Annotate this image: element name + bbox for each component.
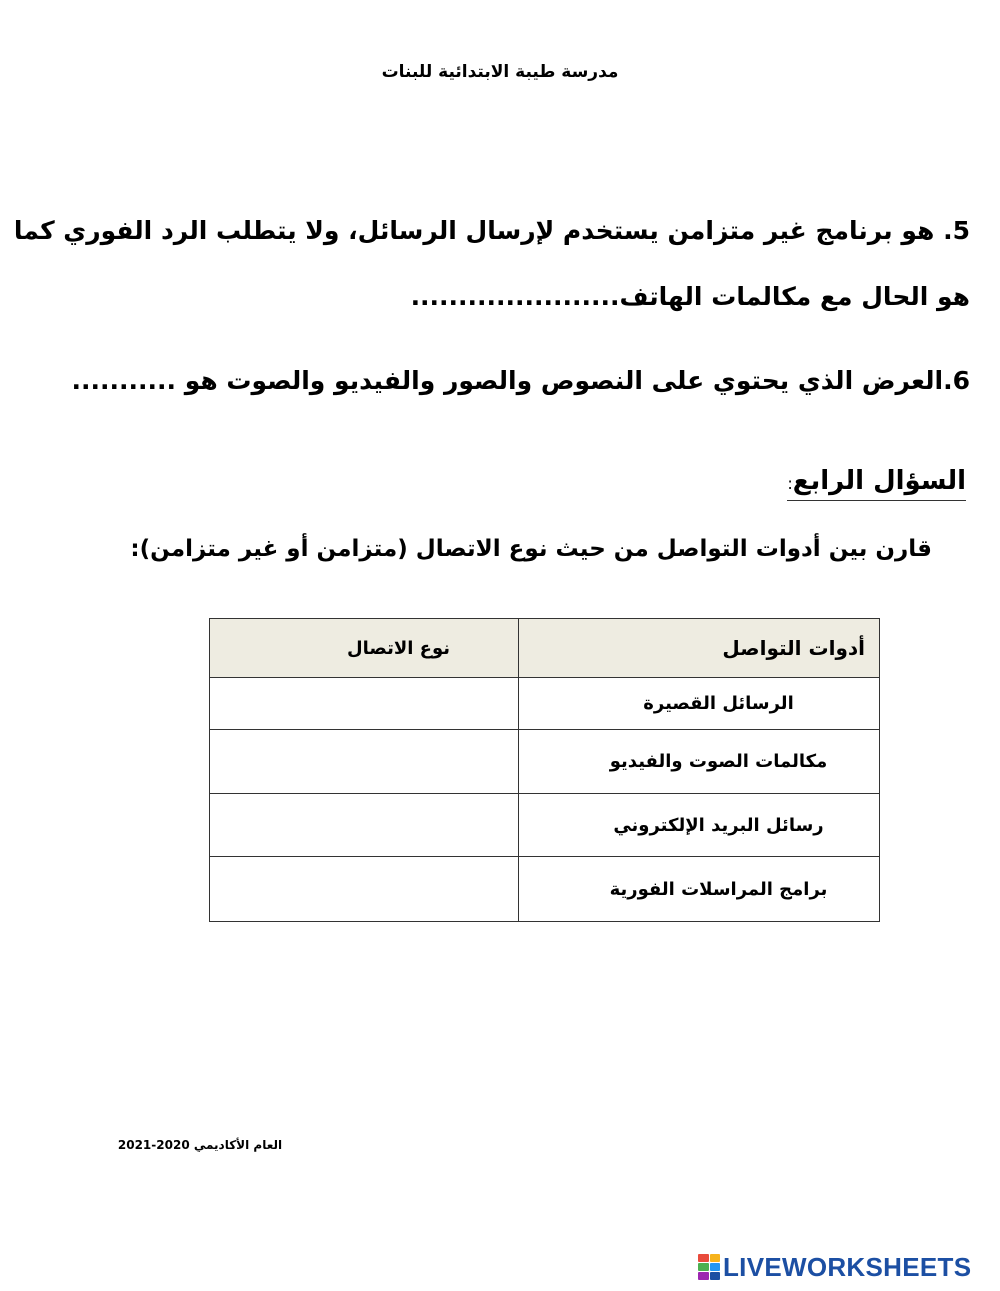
table-row — [210, 857, 880, 922]
table-header-row — [210, 619, 880, 678]
question-6: 6.العرض الذي يحتوي على النصوص والصور والفيديو والصوت هو ........... — [71, 366, 970, 395]
school-name: مدرسة طيبة الابتدائية للبنات — [381, 62, 619, 82]
question-5-line-1: 5. هو برنامج غير متزامن يستخدم لإرسال الرسائل، ولا يتطلب الرد الفوري كما — [13, 216, 970, 245]
instruction: قارن بين أدوات التواصل من حيث نوع الاتصال (متزامن أو غير متزامن): — [130, 536, 932, 562]
answer-cell[interactable] — [210, 857, 519, 922]
answer-cell[interactable] — [210, 794, 519, 857]
tool-cell: برامج المراسلات الفورية — [519, 857, 880, 922]
answer-cell[interactable] — [210, 730, 519, 794]
liveworksheets-logo-icon — [698, 1254, 720, 1280]
tool-cell: رسائل البريد الإلكتروني — [519, 794, 880, 857]
tool-cell: الرسائل القصيرة — [519, 678, 880, 730]
question-5-line-2: هو الحال مع مكالمات الهاتف...................... — [410, 282, 970, 311]
liveworksheets-brand — [698, 1252, 971, 1282]
section-heading — [787, 466, 966, 501]
section-heading-colon: : — [787, 474, 793, 493]
comparison-table — [209, 618, 880, 922]
brand-text: LIVEWORKSHEETS — [723, 1251, 972, 1282]
tool-cell: مكالمات الصوت والفيديو — [519, 730, 880, 794]
section-heading-text: السؤال الرابع — [792, 466, 966, 496]
header-communication-tools: أدوات التواصل — [519, 619, 880, 678]
academic-year: العام الأكاديمي 2020-2021 — [117, 1138, 283, 1152]
table-row — [210, 678, 880, 730]
table-row — [210, 794, 880, 857]
header-connection-type: نوع الاتصال — [210, 619, 519, 678]
table-row — [210, 730, 880, 794]
answer-cell[interactable] — [210, 678, 519, 730]
